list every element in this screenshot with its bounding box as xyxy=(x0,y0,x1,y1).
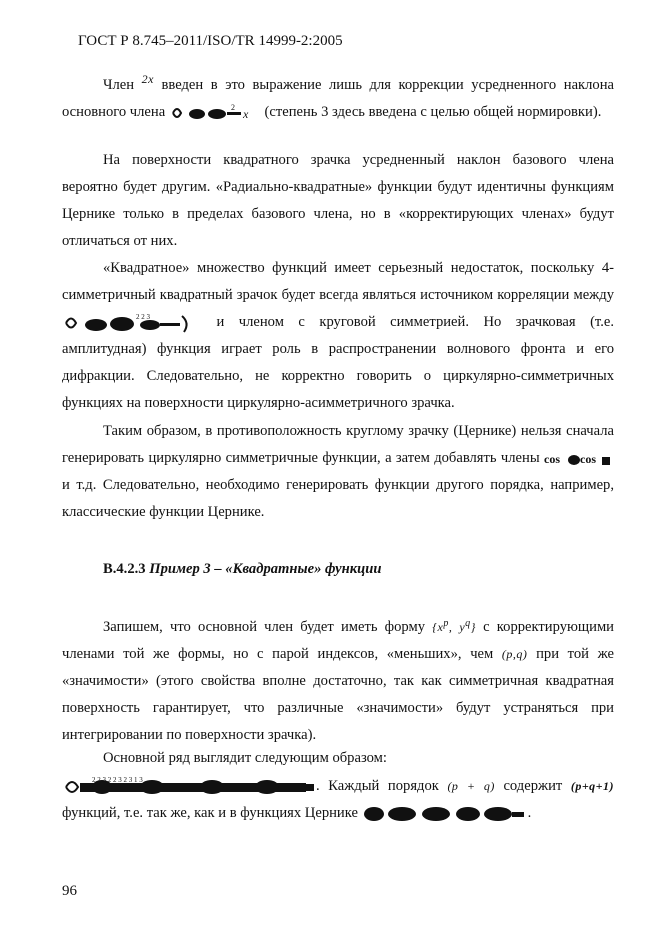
formula-main-series-image xyxy=(62,775,316,799)
p7-text-4: . xyxy=(527,805,532,821)
formula-zernike-image xyxy=(362,803,528,825)
page-number: 96 xyxy=(62,883,77,899)
p4-text-2: и т.д. Следовательно, необходимо генерировать функции другого порядка, например, классические функции Цернике. xyxy=(62,477,614,520)
section-heading xyxy=(103,561,381,578)
paragraph-4 xyxy=(62,418,614,526)
p1-text-2: введен в это выражение лишь для коррекции усредненного наклона основного члена xyxy=(62,76,614,120)
page-header: ГОСТ Р 8.745–2011/ISO/TR 14999-2:2005 xyxy=(78,33,343,49)
p3-text-1: «Квадратное» множество функций имеет серьезный недостаток, поскольку 4-симметричный квадратный зрачок будет всегда являться источником корреляции между xyxy=(62,260,614,303)
svg-text:2 2 3: 2 2 3 xyxy=(136,312,150,321)
p4-text-1: Таким образом, в противоположность круглому зрачку (Цернике) нельзя сначала генерировать циркулярно симметричные функции, а затем добавлять члены xyxy=(62,423,614,466)
p7-text-2: содержит xyxy=(503,778,563,794)
svg-text:x: x xyxy=(242,106,249,121)
section-title: Пример 3 – «Квадратные» функции xyxy=(149,561,382,577)
p5-text-2: с корректирующими членами той же формы, но с парой индексов, «меньших», чем xyxy=(62,619,614,662)
p1-text-3: (степень 3 здесь введена с целью общей нормировки). xyxy=(264,103,602,120)
formula-p-plus-q-plus-1: (p+q+1) xyxy=(570,779,615,793)
paragraph-1 xyxy=(62,66,614,126)
p7-text-3: функций, т.е. так же, как и в функциях Цернике xyxy=(62,805,358,821)
formula-pq: (p,q) xyxy=(501,647,528,661)
svg-text:cos: cos xyxy=(544,451,560,466)
svg-text:2: 2 xyxy=(230,102,235,112)
p5-text-1: Запишем, что основной член будет иметь форму xyxy=(103,619,426,635)
section-number: В.4.2.3 xyxy=(103,561,146,577)
p7-text-1: . Каждый порядок xyxy=(316,778,439,794)
formula-2x: 2x xyxy=(141,72,154,86)
paragraph-2: На поверхности квадратного зрачка усредненный наклон базового члена вероятно будет другим. «Радиально-квадратные» функции будут идентичны функциям Цернике только в пределах базового члена, но в «корректирующих членах» будут отличаться от них. xyxy=(62,152,614,249)
paragraph-5 xyxy=(62,610,614,749)
svg-text:2 2 3 2 2 3 2 3 1 3: 2 2 3 2 2 3 2 3 1 3 xyxy=(92,775,143,784)
paragraph-7 xyxy=(62,773,614,827)
formula-p-plus-q: (p + q) xyxy=(447,779,495,793)
formula-terms-image xyxy=(544,449,614,469)
formula-base-term-image xyxy=(169,103,261,123)
paragraph-6: Основной ряд выглядит следующим образом: xyxy=(103,750,387,766)
p5-text-3: при той же «значимости» (этого свойства вполне достаточно, так как симметричная квадратная поверхность гарантирует, что различные «значимости» будут устраняться при интегрировании по поверхности зрачка). xyxy=(62,646,614,743)
formula-correlation-image xyxy=(62,312,202,334)
formula-xp-yq: {$x^p$, $y^q$} xyxy=(432,618,476,634)
paragraph-3 xyxy=(62,255,614,417)
p3-text-2: и членом с круговой симметрией. Но зрачковая (т.е. амплитудная) функция играет роль в распространении волнового фронта и его дифракции. Следовательно, не корректно говорить о циркулярно-симметричных функциях на поверхности циркулярно-асимметричного зрачка. xyxy=(62,314,614,411)
svg-text:cos: cos xyxy=(580,451,596,466)
p1-text-1: Член xyxy=(103,76,135,93)
